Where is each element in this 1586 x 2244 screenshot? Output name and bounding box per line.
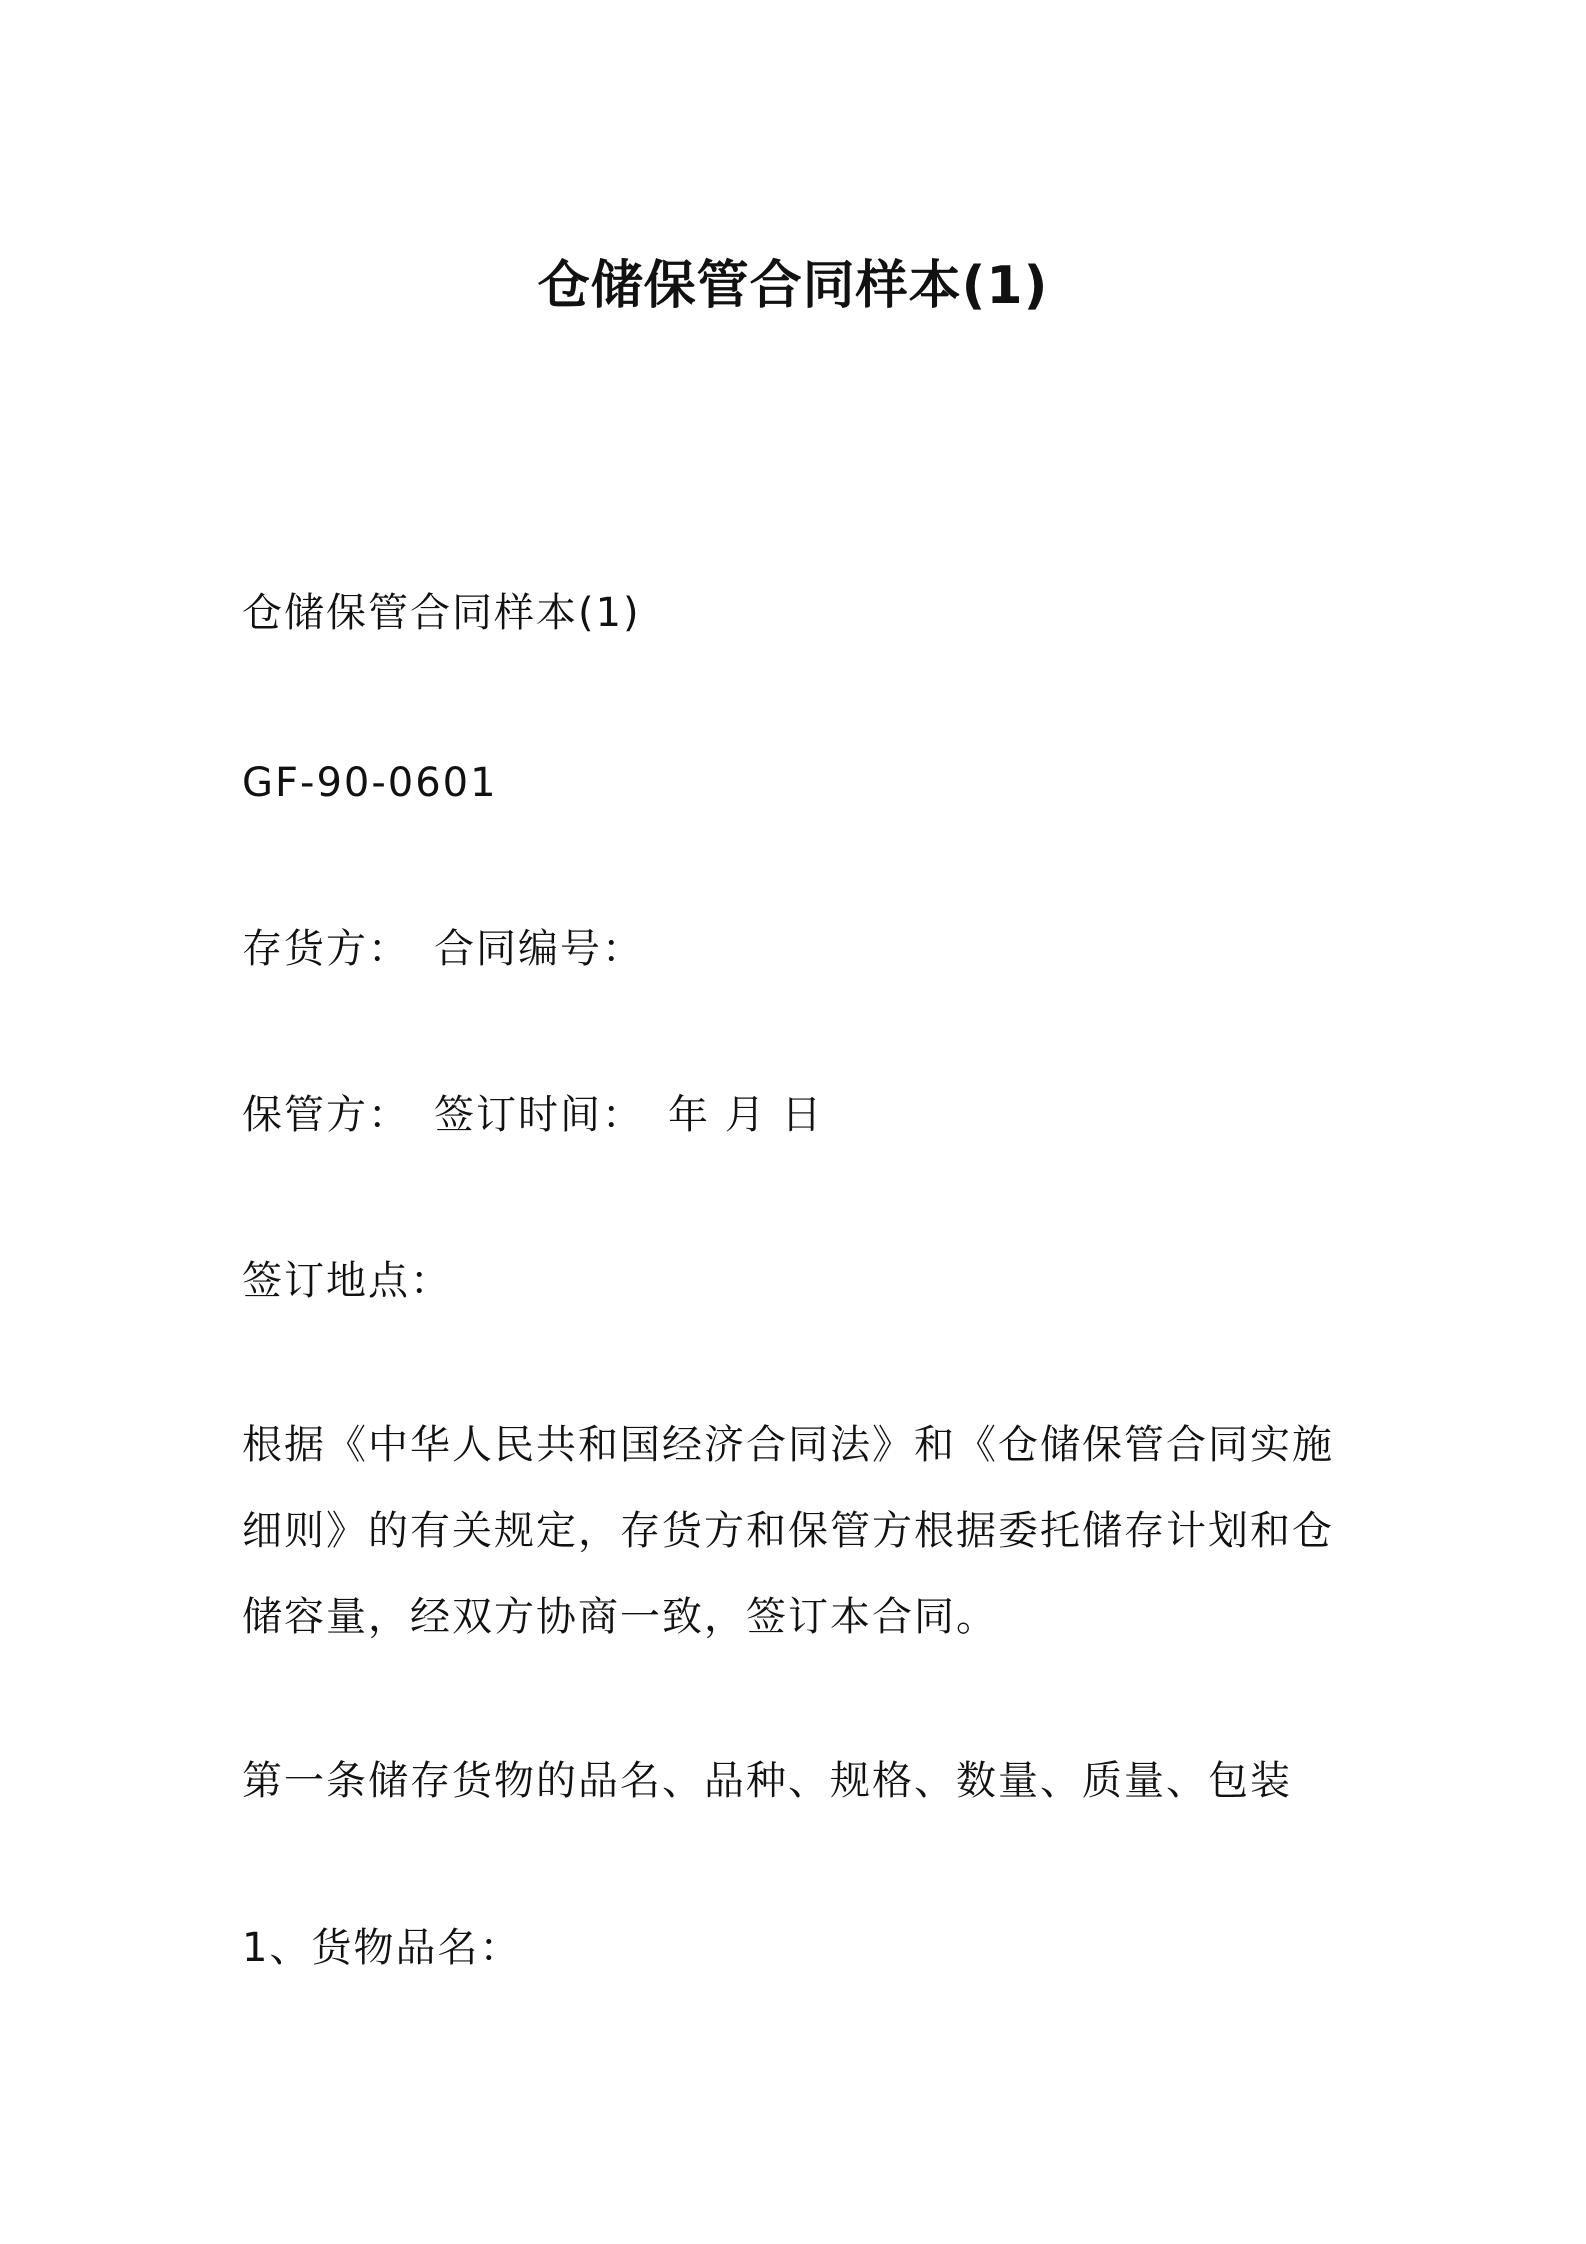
intro-line: 根据《中华人民共和国经济合同法》和《仓储保管合同实施 <box>242 1422 1334 1468</box>
contract-code: GF-90-0601 <box>242 760 498 806</box>
intro-line: 细则》的有关规定，存货方和保管方根据委托储存计划和仓 <box>242 1508 1334 1554</box>
intro-paragraph <box>242 1402 1362 1660</box>
party-b-label: 保管方： <box>242 1092 410 1138</box>
document-subtitle: 仓储保管合同样本(1) <box>242 590 641 636</box>
document-title: 仓储保管合同样本(1) <box>537 256 1049 316</box>
party-a-line <box>242 906 1362 992</box>
article-1-heading: 第一条储存货物的品名、品种、规格、数量、质量、包装 <box>242 1758 1292 1804</box>
sign-date-placeholder: 年 月 日 <box>668 1092 824 1138</box>
item-1-goods-name-label: 1、货物品名： <box>242 1925 522 1971</box>
sign-date-label: 签订时间： <box>434 1092 644 1138</box>
contract-number-label: 合同编号： <box>434 926 644 972</box>
sign-place-label: 签订地点： <box>242 1258 452 1304</box>
party-a-label: 存货方： <box>242 926 410 972</box>
intro-line: 储容量，经双方协商一致，签订本合同。 <box>242 1594 998 1640</box>
party-b-line <box>242 1072 1362 1158</box>
